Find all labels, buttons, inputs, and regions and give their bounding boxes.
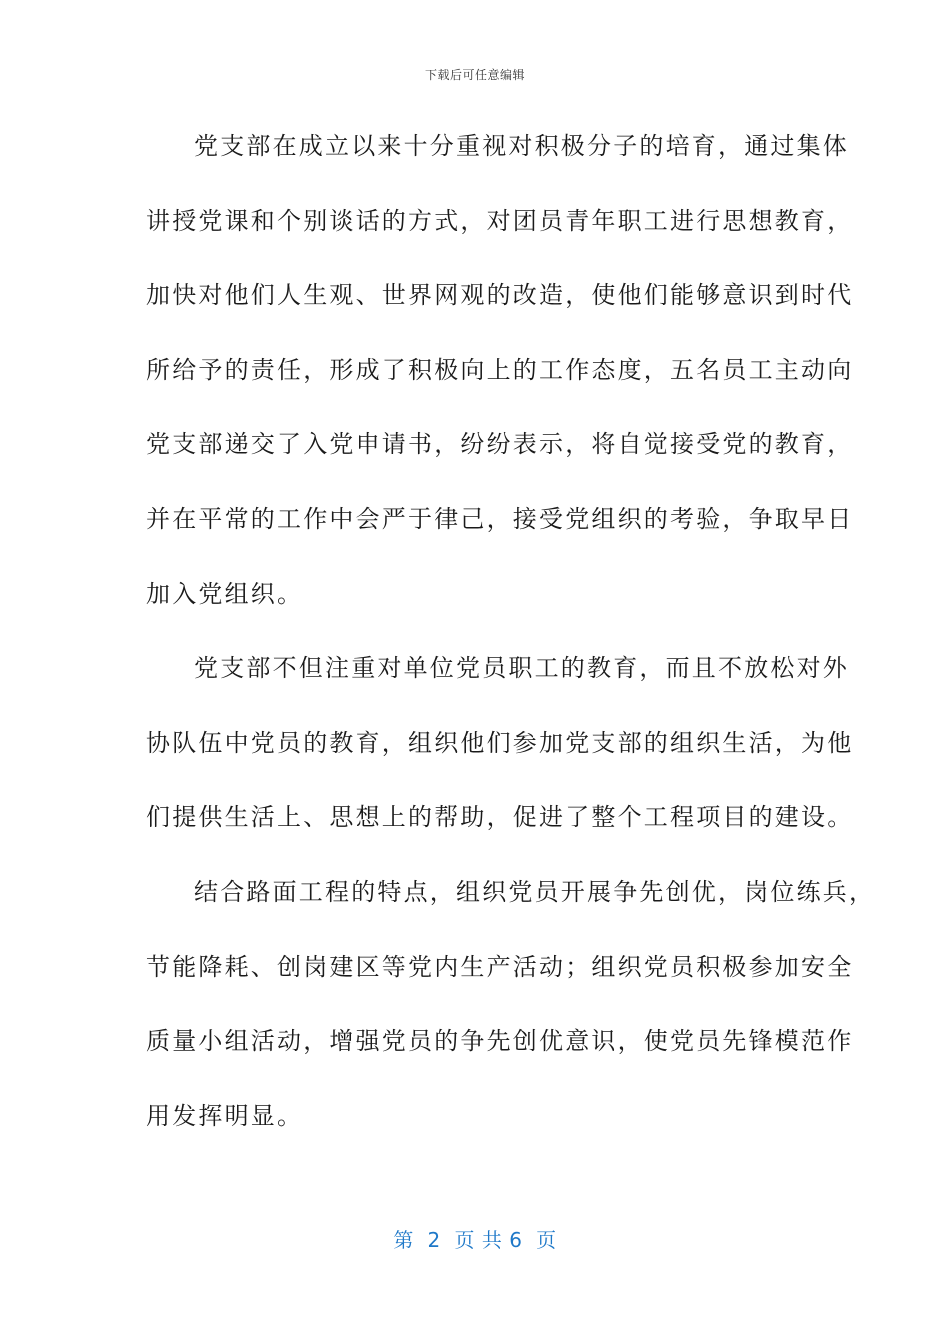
text-line: 结合路面工程的特点，组织党员开展争先创优，岗位练兵， [194, 877, 876, 906]
text-line: 质量小组活动，增强党员的争先创优意识，使党员先锋模范作 [146, 1027, 854, 1056]
text-line: 节能降耗、创岗建区等党内生产活动；组织党员积极参加安全 [146, 952, 854, 981]
text-line: 协队伍中党员的教育，组织他们参加党支部的组织生活，为他 [146, 728, 854, 757]
text-line: 加快对他们人生观、世界网观的改造，使他们能够意识到时代 [146, 281, 854, 310]
text-line: 并在平常的工作中会严于律己，接受党组织的考验，争取早日 [146, 504, 854, 533]
text-line: 讲授党课和个别谈话的方式，对团员青年职工进行思想教育， [146, 206, 854, 235]
text-line: 们提供生活上、思想上的帮助，促进了整个工程项目的建设。 [146, 803, 854, 832]
text-line: 加入党组织。 [146, 579, 304, 608]
text-line: 党支部在成立以来十分重视对积极分子的培育，通过集体 [194, 132, 849, 160]
header-note: 下载后可任意编辑 [424, 68, 525, 82]
text-line: 用发挥明显。 [146, 1101, 304, 1130]
text-line: 所给予的责任，形成了积极向上的工作态度，五名员工主动向 [146, 355, 854, 384]
text-line: 党支部递交了入党申请书，纷纷表示，将自觉接受党的教育， [146, 430, 854, 459]
document-body [146, 126, 876, 1170]
page-number: 第 2 页 共 6 页 [393, 1228, 557, 1252]
text-line: 党支部不但注重对单位党员职工的教育，而且不放松对外 [194, 654, 849, 683]
